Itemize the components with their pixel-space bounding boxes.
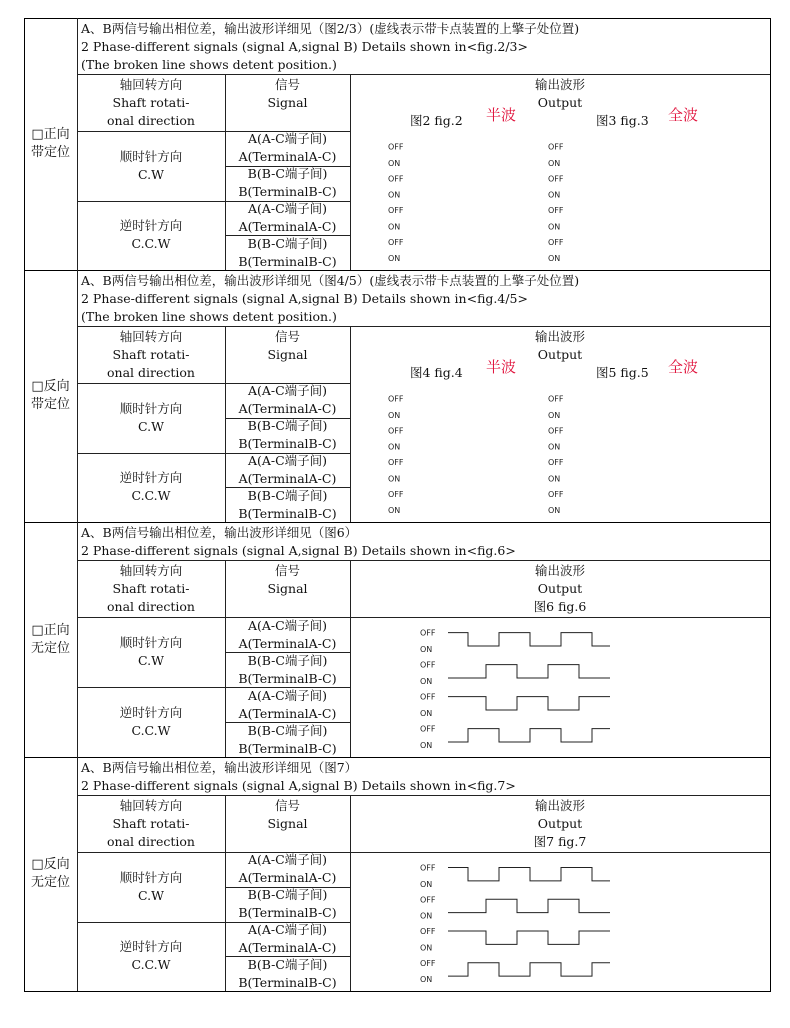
direction-cw-cn: 顺时针方向 [119, 635, 183, 650]
table-border-right [770, 18, 771, 992]
off-label: OFF [388, 458, 404, 468]
off-label: OFF [420, 724, 436, 734]
header-divider [77, 74, 770, 75]
section-header-en: 2 Phase-different signals (signal A,signal B) Details shown in<fig.4/5> [81, 291, 528, 306]
signal-b-cn: B(B-C端子间) [247, 652, 328, 668]
col-signal-cn: 信号 [274, 329, 300, 344]
signal-b-cn: B(B-C端子间) [247, 487, 328, 503]
header-divider [77, 795, 770, 796]
off-label: OFF [420, 628, 436, 638]
col-output-en: Output [537, 816, 583, 831]
col-shaft-en: Shaft rotati- [112, 347, 190, 362]
direction-cw-en: C.W [138, 887, 164, 903]
col-shaft-en: onal direction [107, 365, 195, 380]
half-wave-waveform [388, 137, 520, 264]
off-label: OFF [420, 927, 436, 937]
table-border-bottom [24, 991, 770, 992]
signal-a-en: A(TerminalA-C) [238, 635, 337, 651]
section-label [24, 622, 77, 658]
off-label: OFF [548, 237, 564, 247]
row-divider [350, 852, 770, 853]
direction-cw-cn: 顺时针方向 [119, 148, 183, 164]
col-output-cn: 输出波形 [534, 798, 585, 813]
signal-b-cn: B(B-C端子间) [247, 956, 328, 972]
on-label: ON [388, 158, 401, 168]
direction-ccw-cn: 逆时针方向 [119, 218, 183, 234]
on-label: ON [420, 677, 433, 687]
off-label: OFF [548, 174, 564, 184]
signal-a-en: A(TerminalA-C) [238, 470, 337, 486]
on-label: ON [420, 911, 433, 921]
col-shaft-cn: 轴回转方向 [119, 329, 183, 344]
col-shaft-en: Shaft rotati- [112, 95, 190, 110]
figure-caption: 图6 fig.6 [533, 599, 587, 614]
signal-b-en: B(TerminalB-C) [238, 505, 337, 521]
off-label: OFF [420, 895, 436, 905]
off-label: OFF [548, 458, 564, 468]
figure-caption: 图3 fig.3 [596, 113, 649, 128]
signal-b-cn: B(B-C端子间) [247, 722, 328, 738]
on-label: ON [548, 474, 561, 484]
signal-waveform [448, 963, 610, 976]
broken-line-note: (The broken line shows detent position.) [81, 57, 337, 72]
signal-a-cn: A(A-C端子间) [247, 383, 328, 399]
signal-b-cn: B(B-C端子间) [247, 887, 328, 903]
off-label: OFF [548, 489, 564, 499]
col-signal-cn: 信号 [274, 563, 300, 578]
on-label: ON [420, 741, 433, 751]
signal-a-en: A(TerminalA-C) [238, 939, 337, 955]
signal-waveform [448, 633, 610, 646]
on-label: ON [548, 158, 561, 168]
signal-a-cn: A(A-C端子间) [247, 687, 328, 703]
col-shaft-en: Shaft rotati- [112, 581, 190, 596]
signal-a-en: A(TerminalA-C) [238, 401, 337, 417]
waveform [420, 623, 610, 751]
off-label: OFF [388, 237, 404, 247]
signal-a-en: A(TerminalA-C) [238, 149, 337, 165]
direction-ccw-en: C.C.W [131, 957, 171, 973]
section-header-cn: A、B两信号输出相位差，输出波形详细见（图2/3）(虚线表示带卡点装置的上擎子处位置) [81, 21, 580, 36]
signal-a-cn: A(A-C端子间) [247, 852, 328, 868]
direction-cw-en: C.W [138, 166, 164, 182]
signal-a-cn: A(A-C端子间) [247, 452, 328, 468]
on-label: ON [548, 254, 561, 264]
off-label: OFF [548, 142, 564, 152]
on-label: ON [420, 975, 433, 985]
off-label: OFF [420, 863, 436, 873]
row-divider [350, 617, 770, 618]
on-label: ON [548, 506, 561, 516]
off-label: OFF [548, 394, 564, 404]
col-output-en: Output [537, 347, 583, 362]
col-output-en: Output [537, 581, 583, 596]
on-label: ON [420, 709, 433, 719]
signal-b-en: B(TerminalB-C) [238, 184, 337, 200]
signal-a-cn: A(A-C端子间) [247, 617, 328, 633]
col-signal-en: Signal [267, 95, 308, 110]
col-output-cn: 输出波形 [534, 329, 585, 344]
signal-b-en: B(TerminalB-C) [238, 670, 337, 686]
signal-a-cn: A(A-C端子间) [247, 131, 328, 147]
signal-a-cn: A(A-C端子间) [247, 921, 328, 937]
off-label: OFF [388, 394, 404, 404]
off-label: OFF [548, 206, 564, 216]
col-output-cn: 输出波形 [534, 77, 585, 92]
section-header-en: 2 Phase-different signals (signal A,signal B) Details shown in<fig.6> [81, 543, 516, 558]
col-shaft-en: onal direction [107, 834, 195, 849]
off-label: OFF [388, 489, 404, 499]
section-header-cn: A、B两信号输出相位差，输出波形详细见（图6） [81, 525, 358, 540]
signal-b-en: B(TerminalB-C) [238, 905, 337, 921]
col-shaft-cn: 轴回转方向 [119, 77, 183, 92]
on-label: ON [388, 474, 401, 484]
col-shaft-en: Shaft rotati- [112, 816, 190, 831]
figure-caption: 图2 fig.2 [410, 113, 463, 128]
section-header-en: 2 Phase-different signals (signal A,signal B) Details shown in<fig.2/3> [81, 39, 528, 54]
on-label: ON [420, 879, 433, 889]
on-label: ON [388, 442, 401, 452]
direction-cw-en: C.W [138, 418, 164, 434]
signal-b-cn: B(B-C端子间) [247, 235, 328, 251]
signal-waveform [448, 899, 610, 912]
col-shaft-cn: 轴回转方向 [119, 563, 183, 578]
on-label: ON [548, 410, 561, 420]
spec-table [24, 18, 770, 991]
col-output-cn: 输出波形 [534, 563, 585, 578]
on-label: ON [388, 254, 401, 264]
full-wave-label: 全波 [668, 106, 699, 124]
half-wave-label: 半波 [486, 106, 517, 124]
signal-waveform [448, 729, 610, 742]
table-border-left [24, 18, 25, 991]
section-label-line: □反向 [31, 857, 70, 872]
col-signal-cn: 信号 [274, 77, 300, 92]
section-header-cn: A、B两信号输出相位差，输出波形详细见（图4/5）(虚线表示带卡点装置的上擎子处位置) [81, 273, 580, 288]
direction-cw-cn: 顺时针方向 [119, 869, 183, 885]
col-signal-en: Signal [267, 347, 308, 362]
full-wave-waveform [548, 389, 720, 516]
col-divider [350, 74, 351, 270]
signal-b-en: B(TerminalB-C) [238, 253, 337, 269]
on-label: ON [548, 222, 561, 232]
waveform [420, 858, 610, 985]
signal-a-cn: A(A-C端子间) [247, 200, 328, 216]
on-label: ON [388, 222, 401, 232]
col-shaft-cn: 轴回转方向 [119, 798, 183, 813]
signal-b-cn: B(B-C端子间) [247, 166, 328, 182]
col-output-en: Output [537, 95, 583, 110]
off-label: OFF [420, 692, 436, 702]
signal-waveform [448, 868, 610, 881]
full-wave-waveform [548, 137, 720, 264]
off-label: OFF [388, 142, 404, 152]
direction-ccw-en: C.C.W [131, 723, 171, 738]
col-signal-cn: 信号 [274, 798, 300, 813]
section-divider [24, 757, 770, 758]
direction-ccw-cn: 逆时针方向 [119, 939, 183, 955]
col-divider [350, 560, 351, 757]
signal-b-en: B(TerminalB-C) [238, 974, 337, 990]
on-label: ON [388, 190, 401, 200]
on-label: ON [548, 442, 561, 452]
header-divider [77, 560, 770, 561]
on-label: ON [388, 506, 401, 516]
signal-b-cn: B(B-C端子间) [247, 418, 328, 434]
half-wave-label: 半波 [486, 358, 517, 376]
off-label: OFF [420, 958, 436, 968]
signal-b-en: B(TerminalB-C) [238, 436, 337, 452]
figure-caption: 图5 fig.5 [596, 365, 649, 380]
col-signal-en: Signal [267, 581, 308, 596]
direction-ccw-cn: 逆时针方向 [119, 470, 183, 486]
section-divider [24, 522, 770, 523]
signal-a-en: A(TerminalA-C) [238, 705, 337, 721]
off-label: OFF [388, 174, 404, 184]
signal-waveform [448, 931, 610, 944]
col-divider [350, 795, 351, 991]
half-wave-waveform [388, 389, 520, 516]
signal-waveform [448, 665, 610, 678]
figure-caption: 图7 fig.7 [533, 834, 587, 849]
signal-a-en: A(TerminalA-C) [238, 870, 337, 886]
on-label: ON [420, 645, 433, 655]
direction-cw-cn: 顺时针方向 [119, 400, 183, 416]
direction-ccw-en: C.C.W [131, 488, 171, 504]
section-label-line: 带定位 [30, 145, 70, 160]
direction-ccw-en: C.C.W [131, 236, 171, 252]
off-label: OFF [388, 426, 404, 436]
col-divider [350, 326, 351, 522]
on-label: ON [548, 190, 561, 200]
section-header-en: 2 Phase-different signals (signal A,signal B) Details shown in<fig.7> [81, 778, 516, 793]
full-wave-label: 全波 [668, 358, 699, 376]
section-label [24, 856, 77, 892]
section-divider [24, 270, 770, 271]
section-label-line: 无定位 [30, 640, 70, 656]
section-label-line: 无定位 [30, 875, 70, 890]
signal-waveform [448, 697, 610, 710]
broken-line-note: (The broken line shows detent position.) [81, 309, 337, 324]
table-border-top [24, 18, 770, 19]
on-label: ON [420, 943, 433, 953]
section-header-cn: A、B两信号输出相位差，输出波形详细见（图7） [81, 760, 358, 775]
off-label: OFF [548, 426, 564, 436]
on-label: ON [388, 410, 401, 420]
section-label-line: 带定位 [30, 397, 70, 412]
figure-caption: 图4 fig.4 [410, 365, 463, 380]
signal-b-en: B(TerminalB-C) [238, 740, 337, 756]
off-label: OFF [420, 660, 436, 670]
direction-cw-en: C.W [138, 653, 164, 668]
col-signal-en: Signal [267, 816, 308, 831]
header-divider [77, 326, 770, 327]
section-label-line: □正向 [31, 127, 70, 142]
direction-ccw-cn: 逆时针方向 [119, 705, 183, 720]
signal-a-en: A(TerminalA-C) [238, 218, 337, 234]
section-label [24, 378, 77, 414]
section-label-line: □反向 [31, 379, 70, 394]
off-label: OFF [388, 206, 404, 216]
col-shaft-en: onal direction [107, 599, 195, 614]
section-label [24, 126, 77, 162]
section-label-line: □正向 [31, 622, 70, 638]
col-shaft-en: onal direction [107, 113, 195, 128]
